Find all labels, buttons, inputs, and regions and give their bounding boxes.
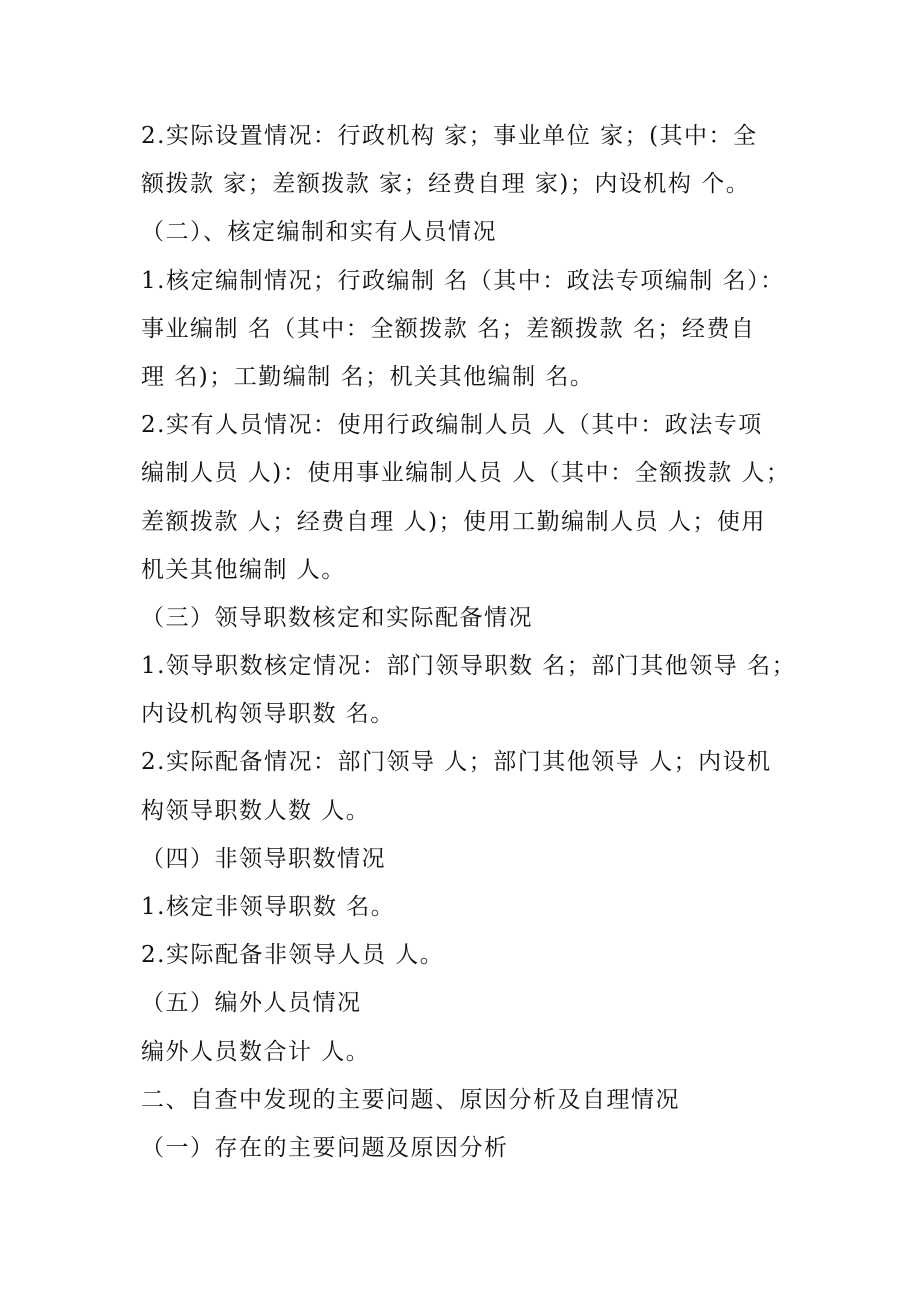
section-heading: （四）非领导职数情况 bbox=[141, 845, 386, 872]
text-line: 理 名)；工勤编制 名；机关其他编制 名。 bbox=[141, 363, 595, 390]
section-heading: （一）存在的主要问题及原因分析 bbox=[141, 1134, 509, 1161]
text-line: 内设机构领导职数 名。 bbox=[141, 701, 395, 728]
text-line: 差额拨款 人；经费自理 人)；使用工勤编制人员 人；使用 bbox=[141, 508, 766, 535]
text-line: 1.领导职数核定情况：部门领导职数 名；部门其他领导 名； bbox=[141, 653, 797, 680]
document-body bbox=[141, 112, 797, 1172]
section-heading: （二）、核定编制和实有人员情况 bbox=[141, 219, 497, 246]
text-line: 构领导职数人数 人。 bbox=[141, 797, 371, 824]
text-line: 2.实际配备情况：部门领导 人；部门其他领导 人；内设机 bbox=[141, 749, 772, 776]
text-line: 编制人员 人)：使用事业编制人员 人（其中：全额拨款 人； bbox=[141, 460, 791, 487]
text-line: 2.实有人员情况：使用行政编制人员 人（其中：政法专项 bbox=[141, 412, 763, 439]
section-heading: （五）编外人员情况 bbox=[141, 990, 362, 1017]
text-line: 1.核定非领导职数 名。 bbox=[141, 894, 396, 920]
text-line: 事业编制 名（其中：全额拨款 名；差额拨款 名；经费自 bbox=[141, 315, 756, 342]
text-line: 额拨款 家；差额拨款 家；经费自理 家)；内设机构 个。 bbox=[141, 171, 751, 198]
text-line: 1.核定编制情况；行政编制 名（其中：政法专项编制 名）： bbox=[141, 267, 785, 294]
text-line: 2.实际配备非领导人员 人。 bbox=[141, 942, 445, 969]
text-line: 机关其他编制 人。 bbox=[141, 556, 346, 583]
text-line: 2.实际设置情况：行政机构 家；事业单位 家；(其中：全 bbox=[141, 123, 758, 149]
text-line: 编外人员数合计 人。 bbox=[141, 1038, 371, 1065]
section-heading: （三）领导职数核定和实际配备情况 bbox=[141, 604, 533, 631]
chapter-heading: 二、自查中发现的主要问题、原因分析及自理情况 bbox=[141, 1086, 680, 1113]
